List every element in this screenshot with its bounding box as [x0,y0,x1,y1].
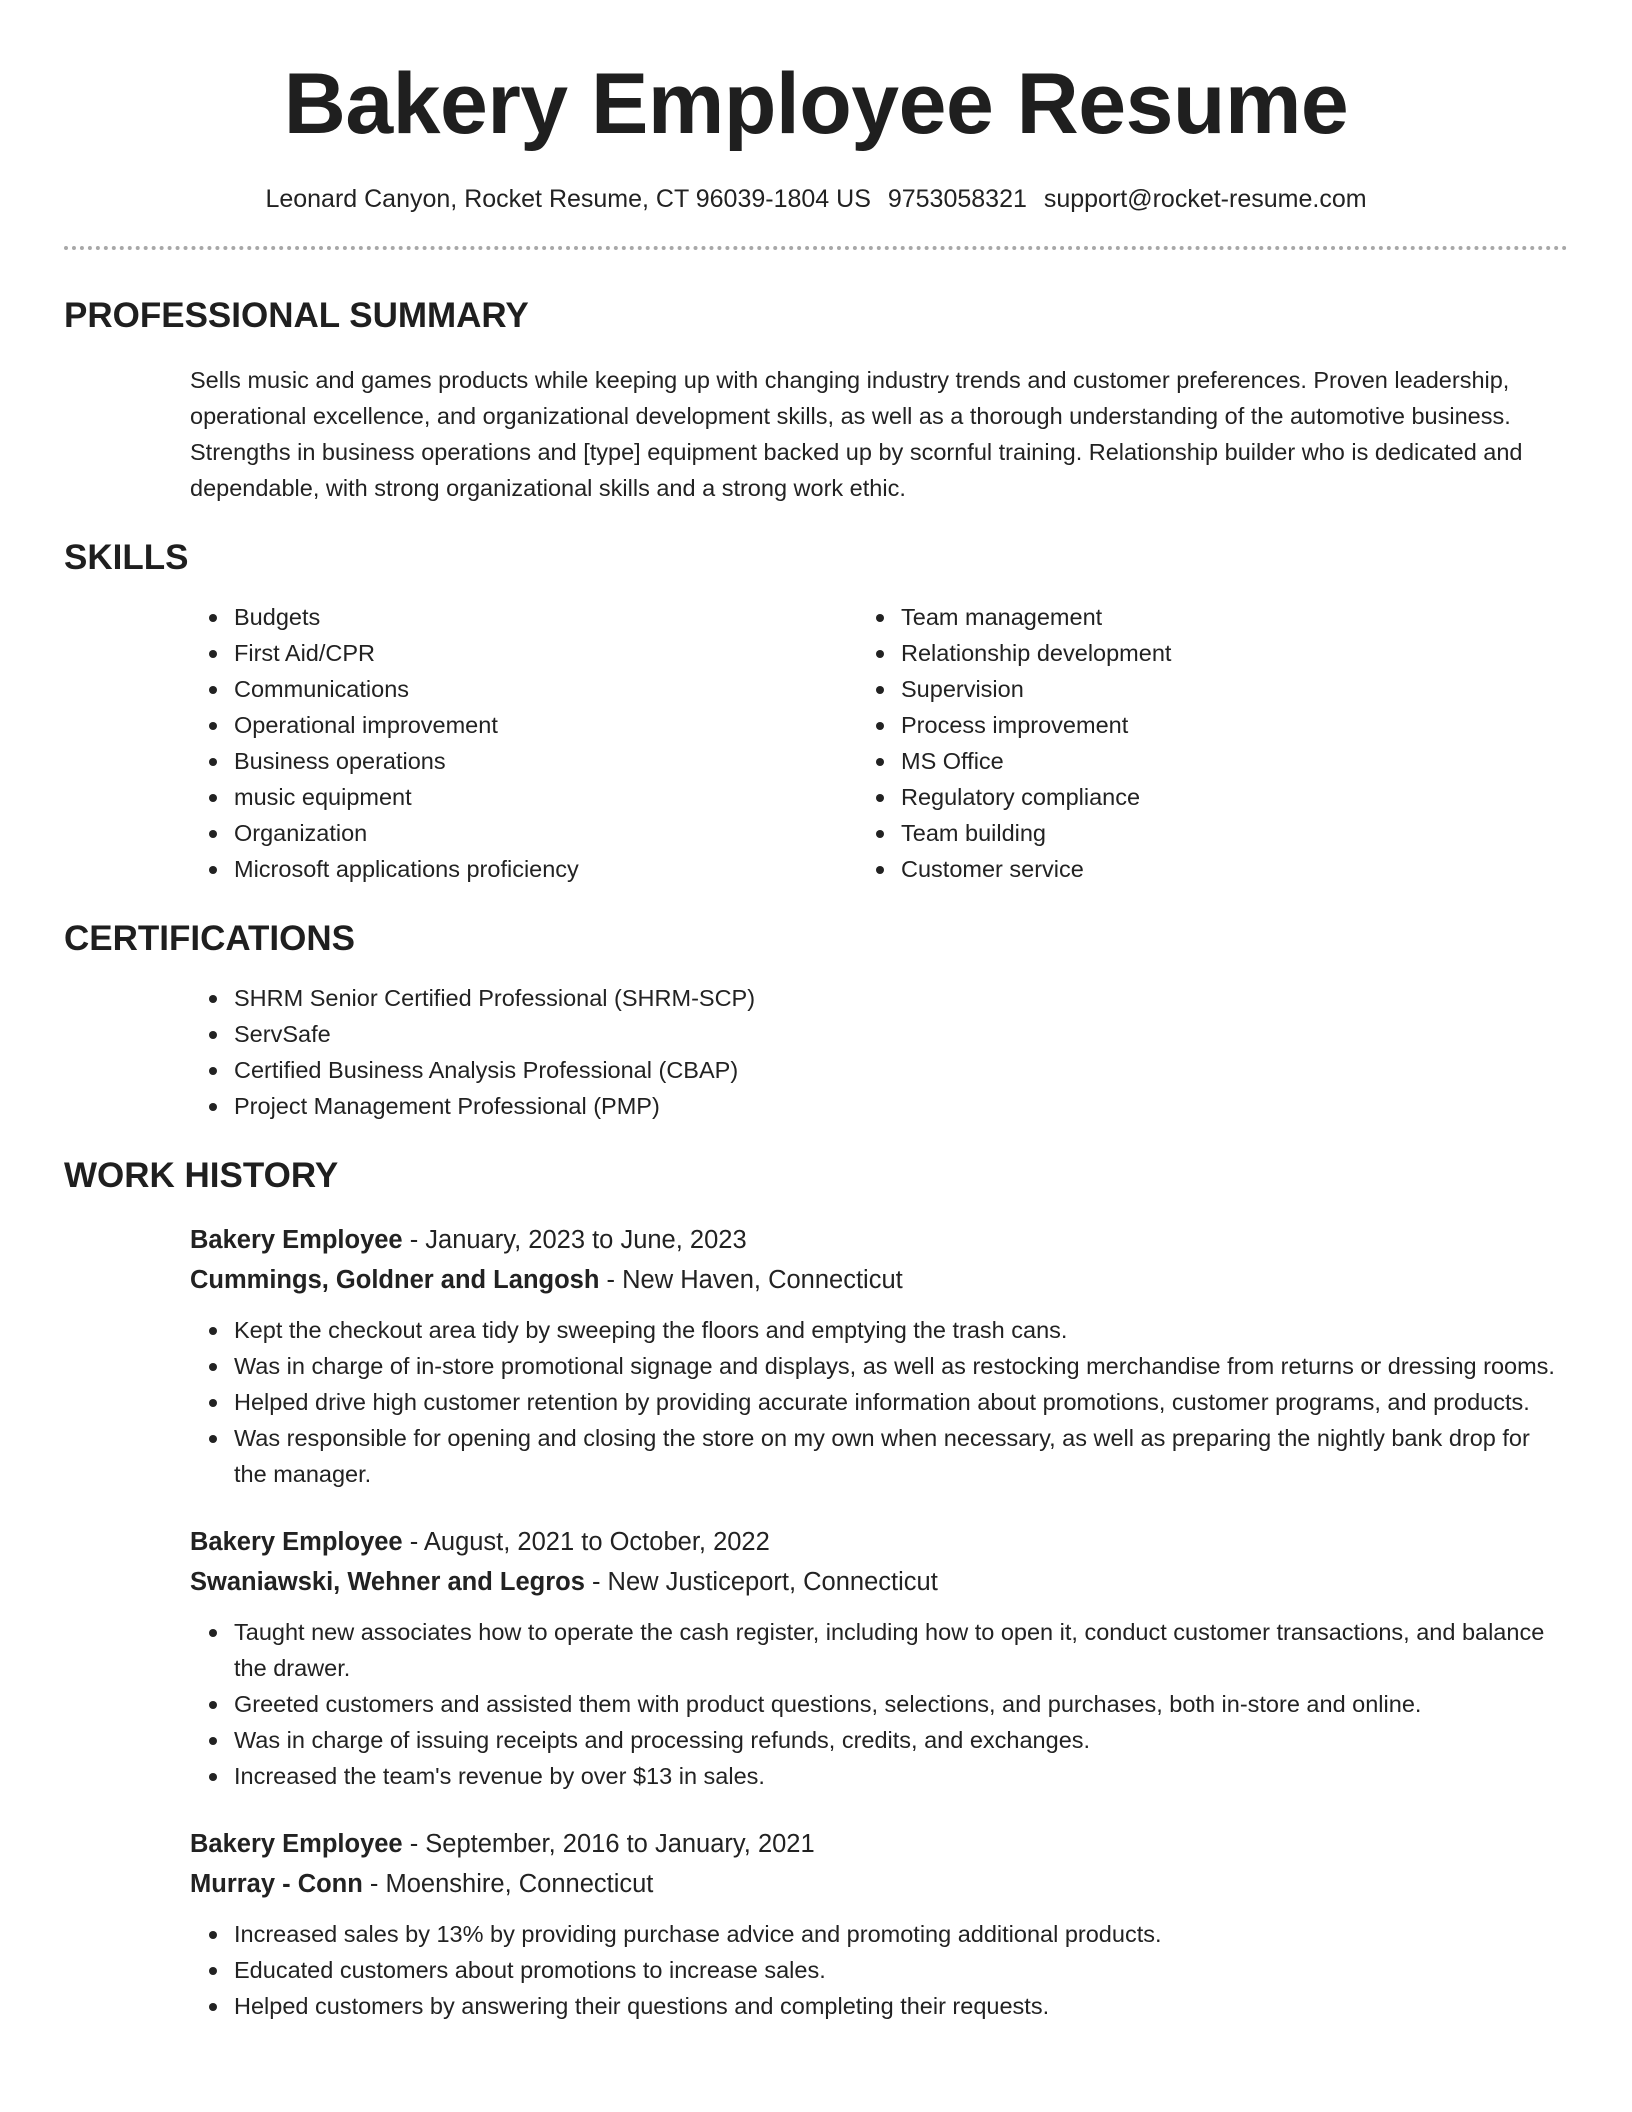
job-bullet: Kept the checkout area tidy by sweeping the floors and emptying the trash cans. [234,1312,1568,1348]
page-title: Bakery Employee Resume [283,56,1349,152]
job-company-line [190,1864,1568,1904]
header-divider [64,246,1568,250]
skill-item: Business operations [234,743,901,779]
skill-item: Microsoft applications proficiency [234,851,901,887]
certifications-section [64,917,1568,1124]
contact-address: Leonard Canyon, Rocket Resume, CT 96039-1804 US [265,185,871,213]
job-location: - New Justiceport, Connecticut [584,1568,938,1596]
job-dates: - January, 2023 to June, 2023 [402,1226,747,1254]
skills-list-left [64,599,901,887]
job-dates: - August, 2021 to October, 2022 [402,1528,770,1556]
job-bullet: Increased the team's revenue by over $13 in sales. [234,1758,1568,1794]
section-heading-work-history: WORK HISTORY [64,1156,339,1195]
certification-item: SHRM Senior Certified Professional (SHRM-SCP) [234,980,1568,1016]
job-company: Cummings, Goldner and Langosh [190,1266,600,1294]
certification-item: Project Management Professional (PMP) [234,1088,1568,1124]
job-title-line [190,1522,1568,1562]
job-bullets [190,1312,1568,1492]
job-bullet: Was responsible for opening and closing the store on my own when necessary, as well as preparing the nightly bank drop for the manager. [234,1420,1568,1492]
skill-item: Organization [234,815,901,851]
contact-line [64,182,1568,216]
job-entry [190,1824,1568,2024]
certifications-list [64,980,1568,1124]
professional-summary-section [64,294,1568,506]
job-bullet: Was in charge of issuing receipts and processing refunds, credits, and exchanges. [234,1722,1568,1758]
job-title: Bakery Employee [190,1528,403,1556]
job-bullet: Increased sales by 13% by providing purchase advice and promoting additional products. [234,1916,1568,1952]
job-entry [190,1220,1568,1492]
job-bullet: Helped drive high customer retention by providing accurate information about promotions, customer programs, and products. [234,1384,1568,1420]
skill-item: Team building [901,815,1568,851]
job-title-line [190,1824,1568,1864]
section-heading-skills: SKILLS [64,538,189,577]
skill-item: Relationship development [901,635,1568,671]
job-bullets [190,1916,1568,2024]
skill-item: Supervision [901,671,1568,707]
job-bullet: Greeted customers and assisted them with product questions, selections, and purchases, both in-store and online. [234,1686,1568,1722]
job-dates: - September, 2016 to January, 2021 [402,1830,815,1858]
job-title: Bakery Employee [190,1830,403,1858]
contact-phone: 9753058321 [887,185,1027,213]
job-company: Murray - Conn [190,1870,363,1898]
job-bullet: Helped customers by answering their questions and completing their requests. [234,1988,1568,2024]
work-history-section [64,1154,1568,2024]
job-location: - Moenshire, Connecticut [362,1870,654,1898]
job-company-line [190,1562,1568,1602]
skill-item: Budgets [234,599,901,635]
skill-item: Communications [234,671,901,707]
job-location: - New Haven, Connecticut [599,1266,903,1294]
skills-list-right [901,599,1568,887]
job-title: Bakery Employee [190,1226,403,1254]
job-bullet: Taught new associates how to operate the cash register, including how to open it, conduct customer transactions, and balance the drawer. [234,1614,1568,1686]
contact-email: support@rocket-resume.com [1043,185,1367,213]
skill-item: MS Office [901,743,1568,779]
job-bullet: Was in charge of in-store promotional signage and displays, as well as restocking merchandise from returns or dressing rooms. [234,1348,1568,1384]
skills-columns [64,599,1568,887]
section-heading-summary: PROFESSIONAL SUMMARY [64,296,529,335]
skill-item: First Aid/CPR [234,635,901,671]
skills-section [64,536,1568,887]
section-heading-certifications: CERTIFICATIONS [64,919,356,958]
certification-item: Certified Business Analysis Professional (CBAP) [234,1052,1568,1088]
job-company-line [190,1260,1568,1300]
certification-item: ServSafe [234,1016,1568,1052]
job-bullet: Educated customers about promotions to increase sales. [234,1952,1568,1988]
skill-item: Customer service [901,851,1568,887]
job-company: Swaniawski, Wehner and Legros [190,1568,585,1596]
job-bullets [190,1614,1568,1794]
job-title-line [190,1220,1568,1260]
skill-item: Process improvement [901,707,1568,743]
skill-item: Team management [901,599,1568,635]
resume-header [64,0,1568,216]
skill-item: Regulatory compliance [901,779,1568,815]
job-entry [190,1522,1568,1794]
skill-item: music equipment [234,779,901,815]
summary-text: Sells music and games products while keeping up with changing industry trends and customer preferences. Proven leadership, operational excellence, and organizational development skills, as well as a thorough understanding of the automotive business. Strengths in business operations and [type] equipment backed up by scornful training. Relationship builder who is dedicated and dependable, with strong organizational skills and a strong work ethic. [190,367,1523,501]
skill-item: Operational improvement [234,707,901,743]
